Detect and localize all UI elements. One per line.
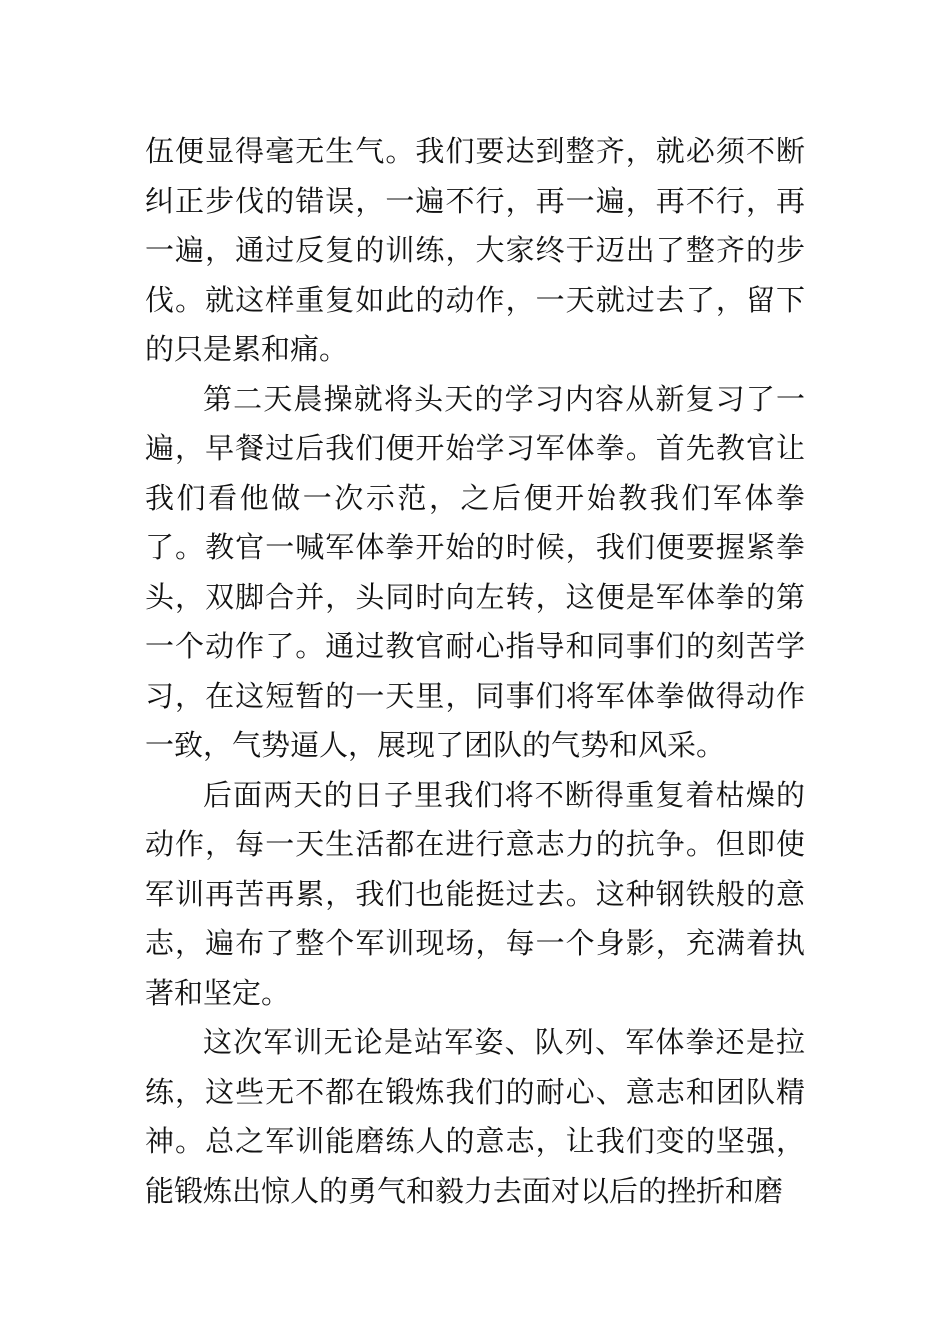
- paragraph-1: 伍便显得毫无生气。我们要达到整齐，就必须不断纠正步伐的错误，一遍不行，再一遍，再不行，再一遍，通过反复的训练，大家终于迈出了整齐的步伐。就这样重复如此的动作，一天就过去了，留下的只是累和痛。: [145, 134, 805, 366]
- paragraph-3: 后面两天的日子里我们将不断得重复着枯燥的动作，每一天生活都在进行意志力的抗争。但即使军训再苦再累，我们也能挺过去。这种钢铁般的意志，遍布了整个军训现场，每一个身影，充满着执著和坚定。: [145, 777, 805, 1010]
- paragraph-2: 第二天晨操就将头天的学习内容从新复习了一遍，早餐过后我们便开始学习军体拳。首先教官让我们看他做一次示范，之后便开始教我们军体拳了。教官一喊军体拳开始的时候，我们便要握紧拳头，双脚合并，头同时向左转，这便是军体拳的第一个动作了。通过教官耐心指导和同事们的刻苦学习，在这短暂的一天里，同事们将军体拳做得动作一致，气势逼人，展现了团队的气势和风采。: [145, 381, 805, 762]
- paragraph-4: 这次军训无论是站军姿、队列、军体拳还是拉练，这些无不都在锻炼我们的耐心、意志和团队精神。总之军训能磨练人的意志，让我们变的坚强，能锻炼出惊人的勇气和毅力去面对以后的挫折和磨: [145, 1025, 805, 1208]
- document-body: [145, 127, 805, 1216]
